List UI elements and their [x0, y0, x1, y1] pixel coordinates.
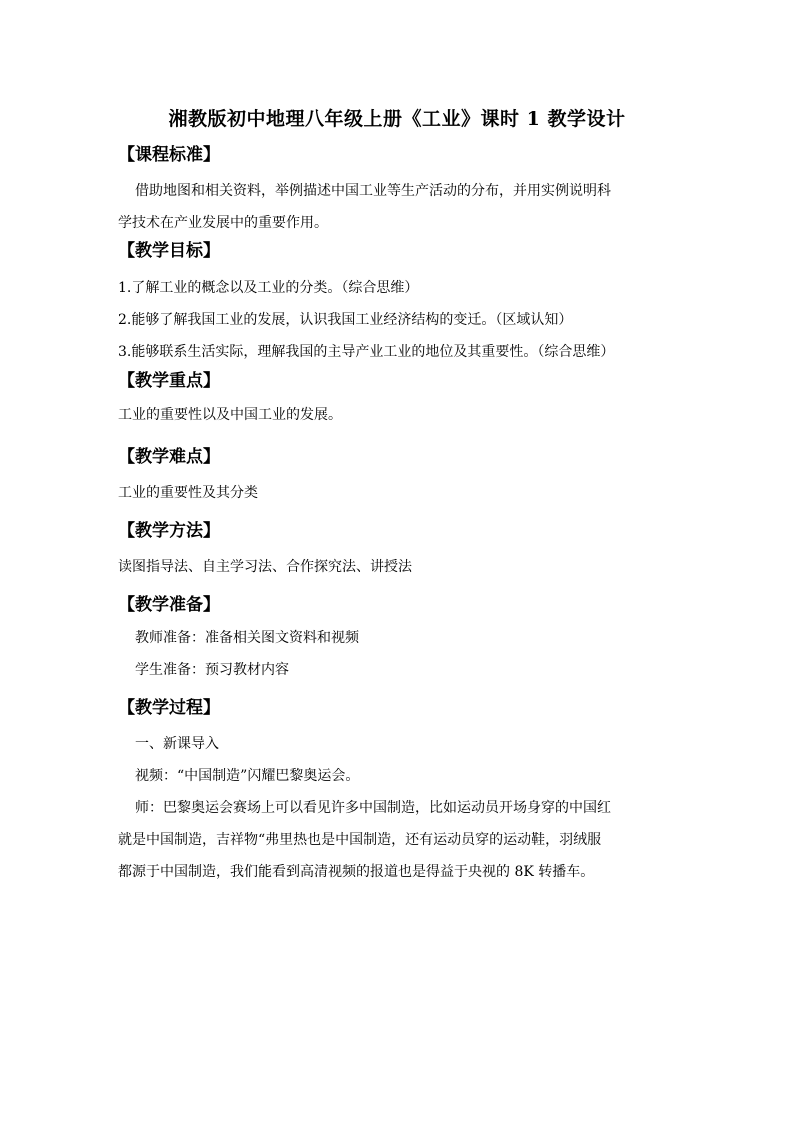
key-points-text: 工业的重要性以及中国工业的发展。: [118, 407, 342, 423]
objective-item-3: 3.能够联系生活实际，理解我国的主导产业工业的地位及其重要性。（综合思维）: [118, 344, 615, 360]
process-teacher-line-3: 都源于中国制造，我们能看到高清视频的报道也是得益于央视的 8K 转播车。: [118, 864, 595, 880]
document-title: 湘教版初中地理八年级上册《工业》课时 1 教学设计: [168, 108, 626, 130]
heading-teaching-objectives: 【教学目标】: [118, 241, 220, 261]
heading-key-points: 【教学重点】: [118, 371, 220, 391]
teacher-preparation-text: 教师准备：准备相关图文资料和视频: [135, 630, 359, 646]
objective-item-1: 1.了解工业的概念以及工业的分类。（综合思维）: [118, 280, 419, 296]
teaching-methods-text: 读图指导法、自主学习法、合作探究法、讲授法: [118, 559, 412, 575]
difficulties-text: 工业的重要性及其分类: [118, 485, 258, 501]
heading-teaching-preparation: 【教学准备】: [118, 595, 220, 615]
course-standard-text-line-1: 借助地图和相关资料，举例描述中国工业等生产活动的分布，并用实例说明科: [135, 183, 611, 199]
process-teacher-line-2: 就是中国制造，吉祥物“弗里热也是中国制造，还有运动员穿的运动鞋，羽绒服: [118, 832, 602, 848]
heading-teaching-process: 【教学过程】: [118, 698, 220, 718]
heading-difficulties: 【教学难点】: [118, 447, 220, 467]
student-preparation-text: 学生准备：预习教材内容: [135, 662, 289, 678]
objective-item-2: 2.能够了解我国工业的发展，认识我国工业经济结构的变迁。（区域认知）: [118, 312, 573, 328]
heading-course-standard: 【课程标准】: [118, 145, 220, 165]
process-subheading-intro: 一、新课导入: [135, 736, 219, 752]
process-teacher-line-1: 师：巴黎奥运会赛场上可以看见许多中国制造，比如运动员开场身穿的中国红: [135, 800, 611, 816]
heading-teaching-methods: 【教学方法】: [118, 521, 220, 541]
process-video-text: 视频：“中国制造”闪耀巴黎奥运会。: [135, 768, 360, 784]
course-standard-text-line-2: 学技术在产业发展中的重要作用。: [118, 215, 328, 231]
